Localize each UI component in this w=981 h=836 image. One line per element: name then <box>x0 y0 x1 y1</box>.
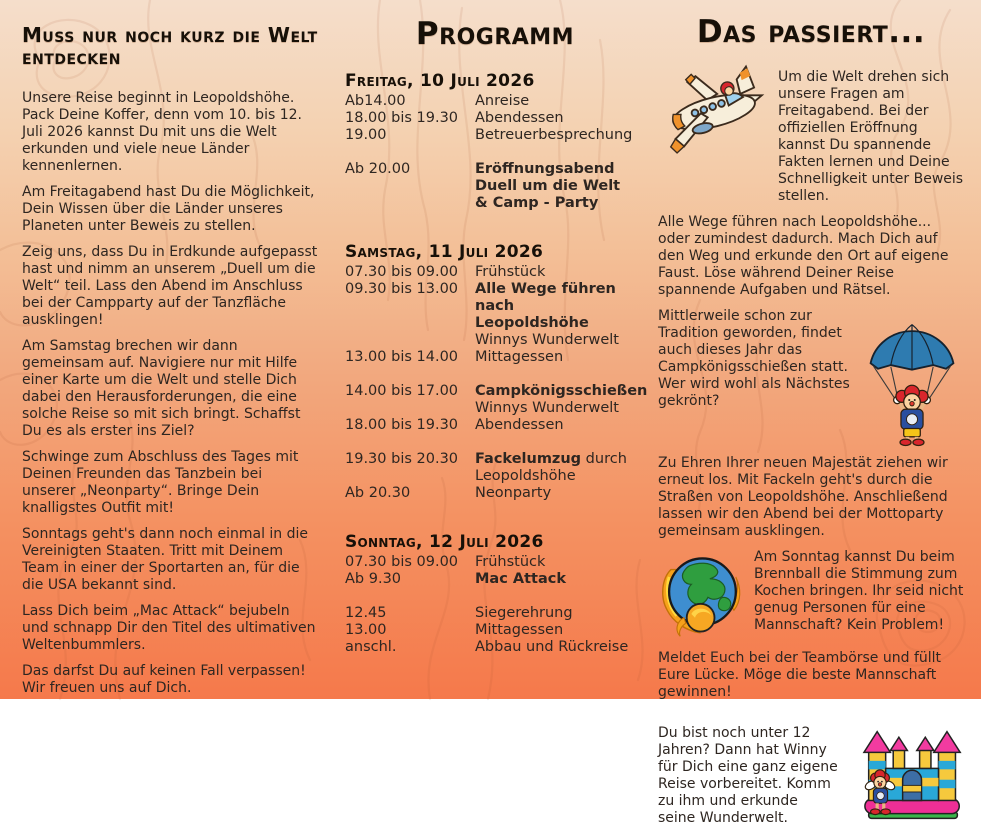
event-time: 09.30 bis 13.00 <box>345 280 459 297</box>
program-days <box>345 70 648 656</box>
day-header: Sonntag, 12 Juli 2026 <box>345 531 544 552</box>
left-title: Muss nur noch kurz die Welt entdecken <box>22 23 318 69</box>
program-row <box>345 554 645 571</box>
program-day <box>345 71 645 212</box>
event-text: Abendessen <box>475 416 564 433</box>
event-text: Alle Wege führen nach <box>475 280 616 314</box>
info-block-allwege <box>658 214 964 299</box>
airplane-icon <box>658 69 770 155</box>
program-row <box>345 571 645 588</box>
event-line <box>475 451 645 468</box>
program-title: Programm <box>415 16 575 52</box>
event-activity <box>475 264 645 281</box>
event-line <box>475 161 645 178</box>
program-row <box>345 264 645 281</box>
event-time: anschl. <box>345 638 397 655</box>
paragraph: Schwinge zum Abschluss des Tages mit Deinen Freunden das Tanzbein bei unserer „Neonparty“. Bringe Dein knalligstes Outfit mit! <box>22 449 299 516</box>
paragraph: Am Samstag brechen wir dann gemeinsam auf. Navigiere nur mit Hilfe einer Karte um die Welt und stelle Dich dabei den Herausforderungen, die eine solche Reise so mit sich bringt. Schaffst Du es als erster ins Ziel? <box>22 338 301 439</box>
event-time: 07.30 bis 09.00 <box>345 553 459 570</box>
event-line <box>475 639 645 656</box>
program-row <box>345 382 648 417</box>
event-activity <box>475 417 645 434</box>
info-text-brennball: Am Sonntag kannst Du beim Brennball die Stimmung zum Kochen bringen. Ihr seid nicht genug Personen für eine Mannschaft? Kein Problem! <box>754 548 964 633</box>
event-activity <box>475 281 645 349</box>
event-text: Abbau und Rückreise <box>475 638 629 655</box>
paragraph: Am Freitagabend hast Du die Möglichkeit, Dein Wissen über die Länder unseres Planeten unter Beweis zu stellen. <box>22 184 315 234</box>
event-text: & Camp - Party <box>475 194 599 211</box>
event-text: Mac Attack <box>475 570 566 587</box>
event-line <box>475 332 645 349</box>
event-line <box>475 195 645 212</box>
event-text: Mittagessen <box>475 621 564 638</box>
paragraph: Zeig uns, dass Du in Erdkunde aufgepasst hast und nimm an unserem „Duell um die Welt“ teil. Lass den Abend im Anschluss bei der Campparty auf der Tanzfläche ausklingen! <box>22 244 318 328</box>
event-activity <box>475 110 645 127</box>
event-activity <box>475 349 645 366</box>
program-row <box>345 281 645 349</box>
event-text: Siegerehrung <box>475 604 573 621</box>
event-line <box>475 622 645 639</box>
day-header: Freitag, 10 Juli 2026 <box>345 70 535 91</box>
parachute-clown-icon <box>860 308 964 446</box>
event-line <box>475 349 645 366</box>
event-text: Frühstück <box>475 553 546 570</box>
event-time: Ab 20.30 <box>345 484 411 501</box>
event-line <box>475 127 645 144</box>
event-text: Winnys Wunderwelt <box>475 399 619 416</box>
paragraph: Unsere Reise beginnt in Leopoldshöhe. Pack Deine Koffer, denn vom 10. bis 12. Juli 2026 kannst Du mit uns die Welt erkunden und viele neue Länder kennenlernen. <box>22 90 302 174</box>
info-block-winny <box>658 725 964 827</box>
event-line <box>475 110 645 127</box>
event-text: Eröffnungsabend <box>475 160 615 177</box>
event-activity <box>475 622 645 639</box>
event-time: 14.00 bis 17.00 <box>345 382 459 399</box>
program-row <box>345 127 645 144</box>
info-text-winny: Du bist noch unter 12 Jahren? Dann hat Winny für Dich eine ganz eigene Reise vorbereitet. Komm zu ihm und erkunde seine Wunderwelt. <box>658 724 838 826</box>
program-row <box>345 110 645 127</box>
event-time: 18.00 bis 19.30 <box>345 109 459 126</box>
event-text: durch <box>581 450 627 467</box>
event-activity <box>475 571 645 588</box>
program-row <box>345 93 645 110</box>
bouncy-castle-icon <box>846 725 964 825</box>
event-activity <box>475 485 645 502</box>
info-text-teamboerse: Meldet Euch bei der Teambörse und füllt Eure Lücke. Möge die beste Mannschaft gewinnen! <box>658 649 942 700</box>
program-day <box>345 241 648 502</box>
event-time: Ab 20.00 <box>345 160 411 177</box>
event-activity <box>475 161 645 212</box>
event-text: Leopoldshöhe <box>475 314 589 331</box>
paragraph: Sonntags geht's dann noch einmal in die Vereinigten Staaten. Tritt mit Deinem Team in einer der Sportarten an, für die die USA bekannt sind. <box>22 526 309 593</box>
program-row <box>345 622 645 639</box>
event-text: Abendessen <box>475 109 564 126</box>
event-time: 19.00 <box>345 126 387 143</box>
event-line <box>475 93 645 110</box>
event-line <box>475 383 647 400</box>
event-text: Campkönigsschießen <box>475 382 648 399</box>
burning-globe-icon <box>658 549 746 641</box>
event-line <box>475 417 645 434</box>
info-block-campkoenig <box>658 308 964 446</box>
program-row <box>345 417 645 434</box>
event-line <box>475 468 645 485</box>
day-header: Samstag, 11 Juli 2026 <box>345 241 544 262</box>
panel-program <box>345 16 648 656</box>
event-text: Duell um die Welt <box>475 177 621 194</box>
event-time: Ab14.00 <box>345 92 406 109</box>
event-time: 07.30 bis 09.00 <box>345 263 459 280</box>
event-line <box>475 315 645 332</box>
event-time: Ab 9.30 <box>345 570 402 587</box>
event-line <box>475 281 645 315</box>
info-block-brennball <box>658 549 964 641</box>
event-line <box>475 605 645 622</box>
event-text: Mittagessen <box>475 348 564 365</box>
event-text: Neonparty <box>475 484 552 501</box>
event-text: Anreise <box>475 92 530 109</box>
event-line <box>475 554 645 571</box>
info-text-campkoenig: Mittlerweile schon zur Tradition geworden, findet auch dieses Jahr das Campkönigsschießen statt. Wer wird wohl als Nächstes gekrönt? <box>658 307 850 409</box>
event-line <box>475 178 645 195</box>
left-paragraphs <box>22 90 318 697</box>
info-text-fackelumzug: Zu Ehren Ihrer neuen Majestät ziehen wir erneut los. Mit Fackeln geht's durch die Straßen von Leopoldshöhe. Anschließend lassen wir den Abend bei der Mottoparty gemeinsam ausklingen. <box>658 454 948 539</box>
panel-left <box>22 24 318 706</box>
program-row <box>345 639 645 656</box>
event-text: Fackelumzug <box>475 450 582 467</box>
program-row <box>345 349 645 366</box>
event-line <box>475 485 645 502</box>
info-block-teamboerse <box>658 650 964 701</box>
event-activity <box>475 127 645 144</box>
program-row <box>345 451 645 485</box>
event-time: 13.00 <box>345 621 387 638</box>
event-text: Betreuerbesprechung <box>475 126 633 143</box>
program-row <box>345 605 645 622</box>
right-title: Das passiert... <box>696 14 926 50</box>
panel-right <box>658 16 964 836</box>
event-time: 12.45 <box>345 604 387 621</box>
event-text: Winnys Wunderwelt <box>475 331 619 348</box>
event-activity <box>475 451 645 485</box>
event-line <box>475 571 645 588</box>
paragraph: Das darfst Du auf keinen Fall verpassen! Wir freuen uns auf Dich. <box>22 663 306 696</box>
event-line <box>475 400 647 417</box>
event-activity <box>475 639 645 656</box>
event-time: 19.30 bis 20.30 <box>345 450 459 467</box>
event-activity <box>475 605 645 622</box>
info-text-allwege: Alle Wege führen nach Leopoldshöhe... oder zumindest dadurch. Mach Dich auf den Weg und erkunde den Ort auf eigene Faust. Löse während Deiner Reise spannende Aufgaben und Rätsel. <box>658 213 949 298</box>
info-text-friday: Um die Welt drehen sich unsere Fragen am Freitagabend. Bei der offiziellen Eröffnung kannst Du spannende Fakten lernen und Deine Schnelligkeit unter Beweis stellen. <box>778 68 964 204</box>
event-activity <box>475 554 645 571</box>
info-block-fackelumzug <box>658 455 964 540</box>
program-row <box>345 485 645 502</box>
event-activity <box>475 93 645 110</box>
event-activity <box>475 383 647 417</box>
event-text: Frühstück <box>475 263 546 280</box>
event-time: 18.00 bis 19.30 <box>345 416 459 433</box>
event-time: 13.00 bis 14.00 <box>345 348 459 365</box>
program-row <box>345 161 645 212</box>
event-text: Leopoldshöhe <box>475 467 576 484</box>
paragraph: Lass Dich beim „Mac Attack“ bejubeln und schnapp Dir den Titel des ultimativen Weltenbummlers. <box>22 603 316 653</box>
info-block-friday <box>658 69 964 205</box>
event-line <box>475 264 645 281</box>
program-day <box>345 532 645 656</box>
